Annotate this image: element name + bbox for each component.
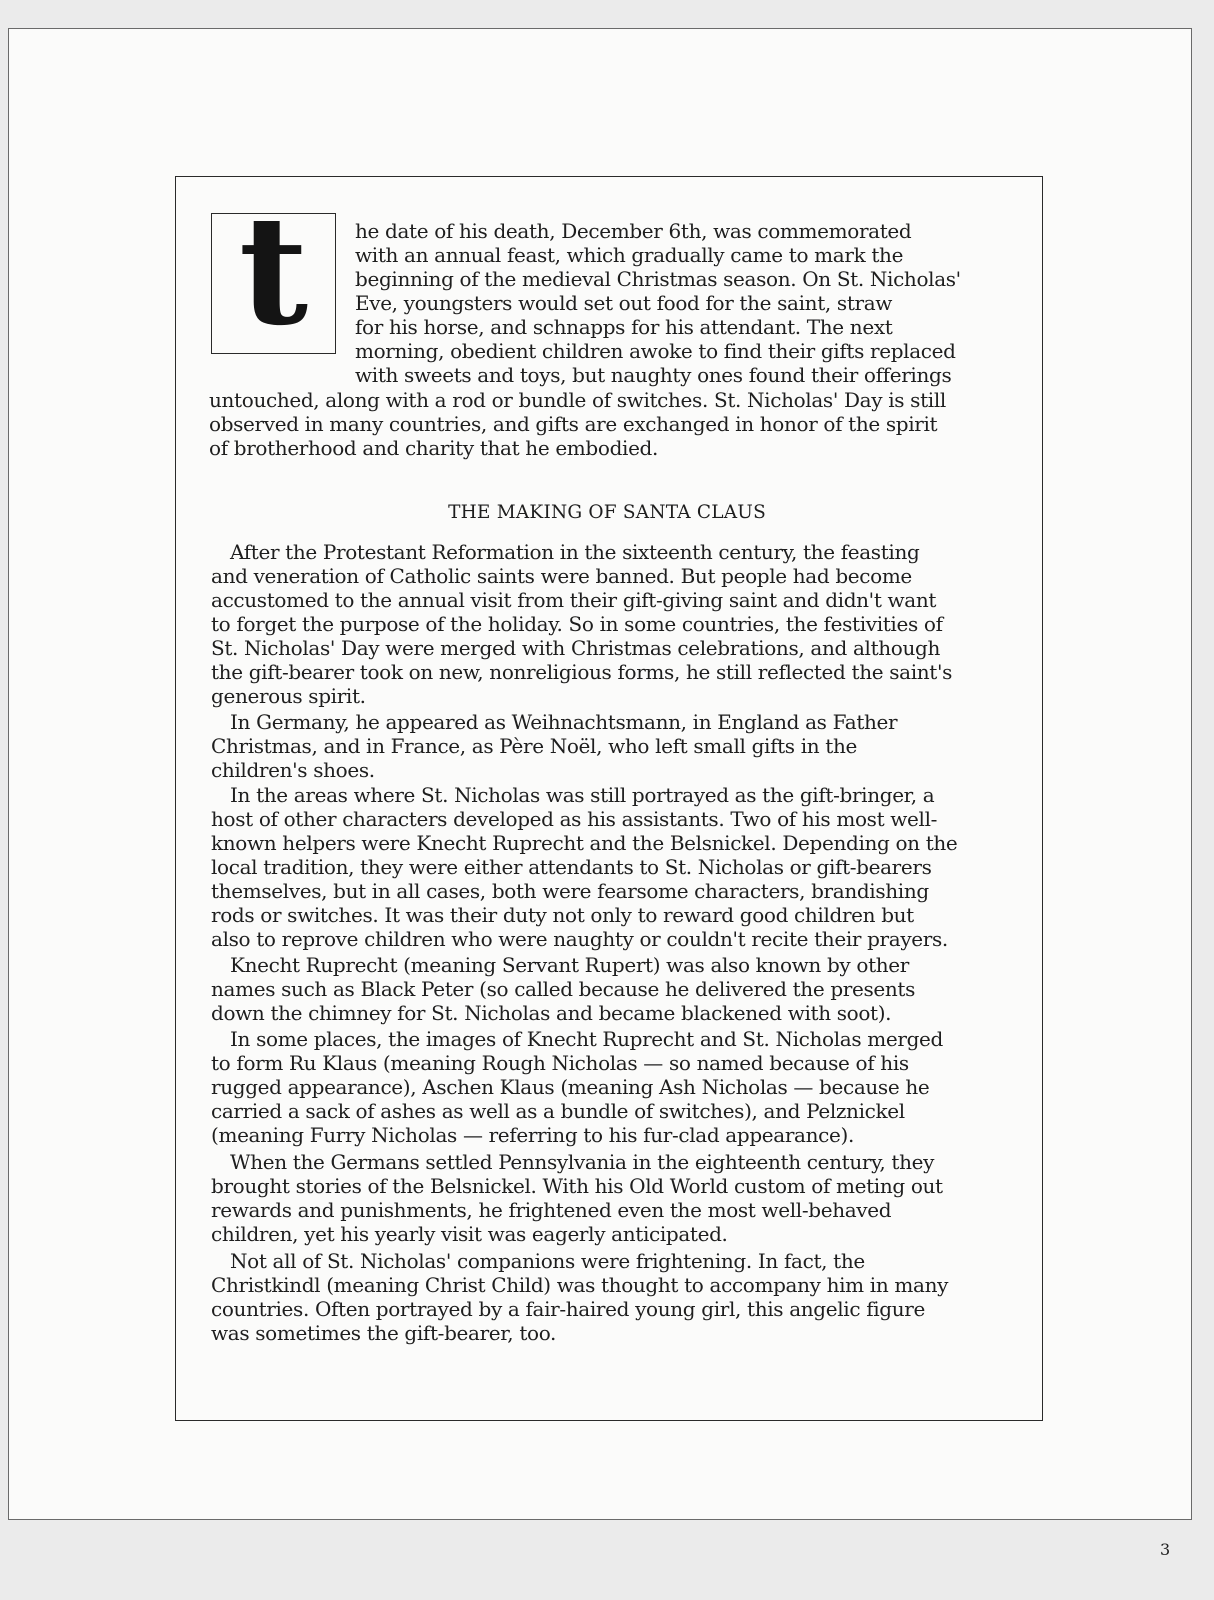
body-text-line: local tradition, they were either attendants to St. Nicholas or gift-bearers [211, 855, 932, 879]
body-text-line: children, yet his yearly visit was eagerly anticipated. [211, 1222, 728, 1246]
body-text-line: countries. Often portrayed by a fair-haired young girl, this angelic figure [211, 1297, 925, 1321]
body-text-line: the gift-bearer took on new, nonreligious forms, he still reflected the saint's [211, 660, 953, 684]
body-text-line: Christmas, and in France, as Père Noël, who left small gifts in the [211, 734, 858, 758]
dropcap-letter: t [238, 182, 309, 359]
body-text-line: host of other characters developed as his assistants. Two of his most well- [211, 807, 938, 831]
body-text-line: rewards and punishments, he frightened even the most well-behaved [211, 1198, 892, 1222]
body-text-line: generous spirit. [211, 684, 366, 708]
section-heading: THE MAKING OF SANTA CLAUS [448, 502, 766, 523]
body-text-line: In some places, the images of Knecht Ruprecht and St. Nicholas merged [230, 1027, 943, 1051]
body-text-line: In Germany, he appeared as Weihnachtsmann, in England as Father [230, 710, 898, 734]
intro-text-line: with an annual feast, which gradually came to mark the [355, 243, 904, 267]
body-text-line: to form Ru Klaus (meaning Rough Nicholas — so named because of his [211, 1051, 909, 1075]
intro-text-line: observed in many countries, and gifts are exchanged in honor of the spirit [209, 412, 938, 436]
body-text-line: was sometimes the gift-bearer, too. [211, 1321, 557, 1345]
body-text-line: accustomed to the annual visit from their gift-giving saint and didn't want [211, 588, 937, 612]
body-text-line: (meaning Furry Nicholas — referring to his fur-clad appearance). [211, 1123, 854, 1147]
page-number: 3 [1160, 1540, 1171, 1559]
dropcap-box [211, 182, 336, 359]
body-text-line: also to reprove children who were naughty or couldn't recite their prayers. [211, 927, 948, 951]
body-text-line: Christkindl (meaning Christ Child) was thought to accompany him in many [211, 1273, 949, 1297]
body-text-line: and veneration of Catholic saints were banned. But people had become [211, 564, 912, 588]
body-text-line: After the Protestant Reformation in the sixteenth century, the feasting [230, 540, 920, 564]
body-text-line: In the areas where St. Nicholas was still portrayed as the gift-bringer, a [230, 783, 935, 807]
body-text-line: known helpers were Knecht Ruprecht and the Belsnickel. Depending on the [211, 831, 958, 855]
intro-text-line: with sweets and toys, but naughty ones found their offerings [355, 363, 952, 387]
body-text-line: brought stories of the Belsnickel. With his Old World custom of meting out [211, 1174, 943, 1198]
body-text-line: Not all of St. Nicholas' companions were frightening. In fact, the [230, 1249, 865, 1273]
body-text-line: carried a sack of ashes as well as a bundle of switches), and Pelznickel [211, 1099, 905, 1123]
intro-text-line: of brotherhood and charity that he embodied. [209, 436, 659, 460]
body-text-line: Knecht Ruprecht (meaning Servant Rupert) was also known by other [230, 953, 909, 977]
body-text-line: down the chimney for St. Nicholas and became blackened with soot). [211, 1001, 892, 1025]
body-text-line: to forget the purpose of the holiday. So in some countries, the festivities of [211, 612, 943, 636]
body-text-line: When the Germans settled Pennsylvania in the eighteenth century, they [230, 1150, 935, 1174]
body-text-line: themselves, but in all cases, both were fearsome characters, brandishing [211, 879, 929, 903]
body-text-line: rods or switches. It was their duty not only to reward good children but [211, 903, 914, 927]
body-text-line: names such as Black Peter (so called because he delivered the presents [211, 977, 916, 1001]
body-text-line: rugged appearance), Aschen Klaus (meaning Ash Nicholas — because he [211, 1075, 930, 1099]
body-text-line: St. Nicholas' Day were merged with Christmas celebrations, and although [211, 636, 940, 660]
intro-text-line: untouched, along with a rod or bundle of switches. St. Nicholas' Day is still [209, 388, 946, 412]
intro-text-line: beginning of the medieval Christmas season. On St. Nicholas' [355, 267, 961, 291]
intro-text-line: Eve, youngsters would set out food for the saint, straw [355, 291, 893, 315]
intro-text-line: for his horse, and schnapps for his attendant. The next [355, 315, 893, 339]
intro-text-line: he date of his death, December 6th, was commemorated [355, 219, 912, 243]
body-text-line: children's shoes. [211, 758, 375, 782]
intro-text-line: morning, obedient children awoke to find their gifts replaced [355, 339, 956, 363]
